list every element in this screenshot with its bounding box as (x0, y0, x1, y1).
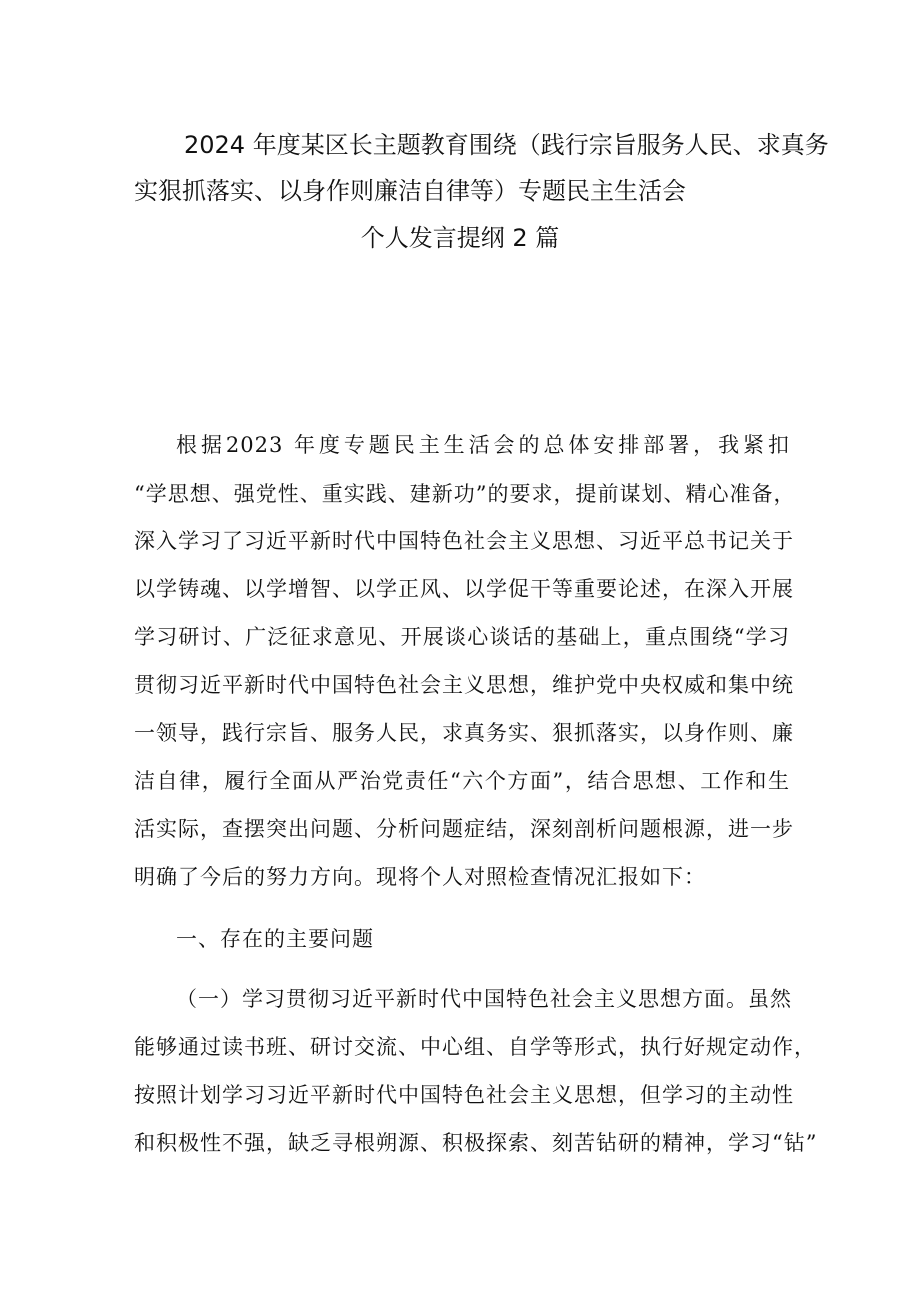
document-title-line-2: 实狠抓落实、以身作则廉洁自律等）专题民主生活会 (134, 177, 686, 205)
paragraph-1-line: 活实际，查摆突出问题、分析问题症结，深刻剖析问题根源，进一步 (134, 817, 794, 841)
document-title-line-3: 个人发言提纲 2 篇 (360, 224, 560, 252)
paragraph-1-line: 以学铸魂、以学增智、以学正风、以学促干等重要论述，在深入开展 (134, 577, 794, 601)
paragraph-1-line: 洁自律，履行全面从严治党责任“六个方面”，结合思想、工作和生 (134, 769, 790, 793)
paragraph-2-line: 能够通过读书班、研讨交流、中心组、自学等形式，执行好规定动作， (134, 1035, 816, 1059)
paragraph-1-line: 贯彻习近平新时代中国特色社会主义思想，维护党中央权威和集中统 (134, 673, 794, 697)
paragraph-2-line: 按照计划学习习近平新时代中国特色社会主义思想，但学习的主动性 (134, 1083, 794, 1107)
paragraph-1-line: 学习研讨、广泛征求意见、开展谈心谈话的基础上，重点围绕“学习 (134, 625, 790, 649)
paragraph-2-line: （一）学习贯彻习近平新时代中国特色社会主义思想方面。虽然 (176, 987, 792, 1011)
paragraph-1-line: 一领导，践行宗旨、服务人民，求真务实、狠抓落实，以身作则、廉 (134, 721, 794, 745)
paragraph-1-line: 明确了今后的努力方向。现将个人对照检查情况汇报如下： (134, 865, 706, 889)
document-title-line-1: 2024 年度某区长主题教育围绕（践行宗旨服务人民、求真务 (184, 131, 829, 159)
paragraph-2-line: 和积极性不强，缺乏寻根朔源、积极探索、刻苦钻研的精神，学习“钻” (134, 1131, 818, 1155)
paragraph-1-line: 深入学习了习近平新时代中国特色社会主义思想、习近平总书记关于 (134, 529, 794, 553)
paragraph-1-line: “学思想、强党性、重实践、建新功”的要求，提前谋划、精心准备， (134, 482, 796, 506)
paragraph-1-line: 根据2023 年度专题民主生活会的总体安排部署，我紧扣 (176, 433, 790, 457)
section-heading: 一、存在的主要问题 (176, 927, 374, 951)
